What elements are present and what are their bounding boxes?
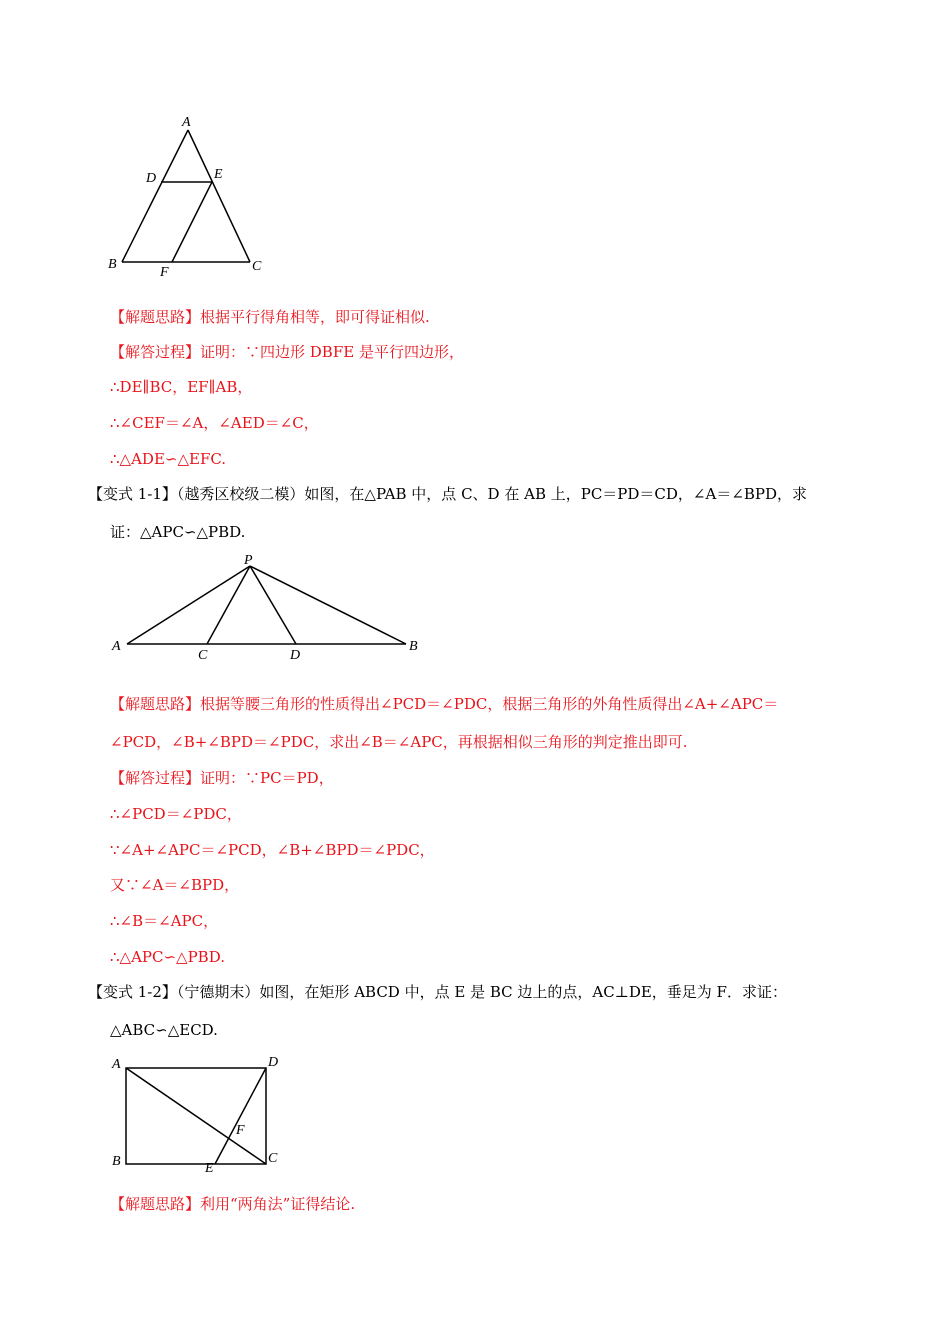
ex1-proof-1: 【解答过程】证明：∵四边形 DBFE 是平行四边形， — [110, 343, 464, 361]
ex2-proof-6: ∴△APC∽△PBD. — [110, 948, 225, 966]
label-B: B — [409, 639, 418, 654]
label-D: D — [290, 648, 301, 663]
figure-rectangle-abcd — [100, 1050, 300, 1180]
variant1-question-line1: 【变式 1-1】（越秀区校级二模）如图，在△PAB 中，点 C、D 在 AB 上，PC＝PD＝CD，∠A＝∠BPD，求 — [88, 485, 808, 503]
label-P: P — [244, 553, 253, 568]
ex1-proof-4: ∴△ADE∽△EFC. — [110, 450, 227, 468]
ex2-proof-5: ∴∠B＝∠APC， — [110, 912, 219, 930]
segment-DE — [215, 1068, 266, 1164]
ex1-hint: 【解题思路】根据平行得角相等，即可得证相似. — [110, 308, 430, 326]
label-E: E — [205, 1161, 214, 1176]
ex2-proof-3: ∵∠A+∠APC＝∠PCD，∠B+∠BPD＝∠PDC， — [110, 841, 435, 859]
label-A: A — [112, 1057, 121, 1072]
diagonal-AC — [126, 1068, 266, 1164]
label-C: C — [252, 259, 262, 274]
edge-PC — [207, 566, 250, 644]
label-A: A — [112, 639, 121, 654]
edge-AB — [122, 130, 188, 262]
variant2-question-line2: △ABC∽△ECD. — [110, 1021, 218, 1039]
ex2-hint-2: ∠PCD，∠B+∠BPD＝∠PDC，求出∠B＝∠APC，再根据相似三角形的判定推出即可. — [110, 733, 688, 751]
variant2-question-line1: 【变式 1-2】（宁德期末）如图，在矩形 ABCD 中，点 E 是 BC 边上的点，AC⊥DE，垂足为 F．求证： — [88, 983, 787, 1001]
ex2-proof-4: 又∵∠A＝∠BPD， — [110, 876, 240, 894]
label-F: F — [160, 265, 169, 280]
figure-triangle-pab — [100, 552, 440, 667]
label-B: B — [112, 1154, 121, 1169]
ex1-proof-3: ∴∠CEF＝∠A，∠AED＝∠C， — [110, 414, 319, 432]
ex2-proof-1: 【解答过程】证明：∵PC＝PD， — [110, 769, 334, 787]
ex1-proof-2: ∴DE∥BC，EF∥AB， — [110, 378, 253, 396]
ex3-hint: 【解题思路】利用“两角法”证得结论. — [110, 1195, 356, 1213]
edge-PA — [127, 566, 250, 644]
label-E: E — [214, 167, 223, 182]
edge-AC — [188, 130, 250, 262]
variant1-question-line2: 证：△APC∽△PBD. — [110, 523, 246, 541]
label-C: C — [268, 1151, 278, 1166]
label-B: B — [108, 257, 117, 272]
label-C: C — [198, 648, 208, 663]
label-F: F — [236, 1123, 245, 1138]
ex2-hint-1: 【解题思路】根据等腰三角形的性质得出∠PCD＝∠PDC，根据三角形的外角性质得出∠A+∠APC＝ — [110, 695, 779, 713]
figure-triangle-parallelogram — [100, 110, 280, 280]
label-D: D — [268, 1055, 279, 1070]
label-A: A — [182, 115, 191, 130]
label-D: D — [146, 171, 157, 186]
edge-EF — [172, 182, 212, 262]
ex2-proof-2: ∴∠PCD＝∠PDC， — [110, 805, 242, 823]
